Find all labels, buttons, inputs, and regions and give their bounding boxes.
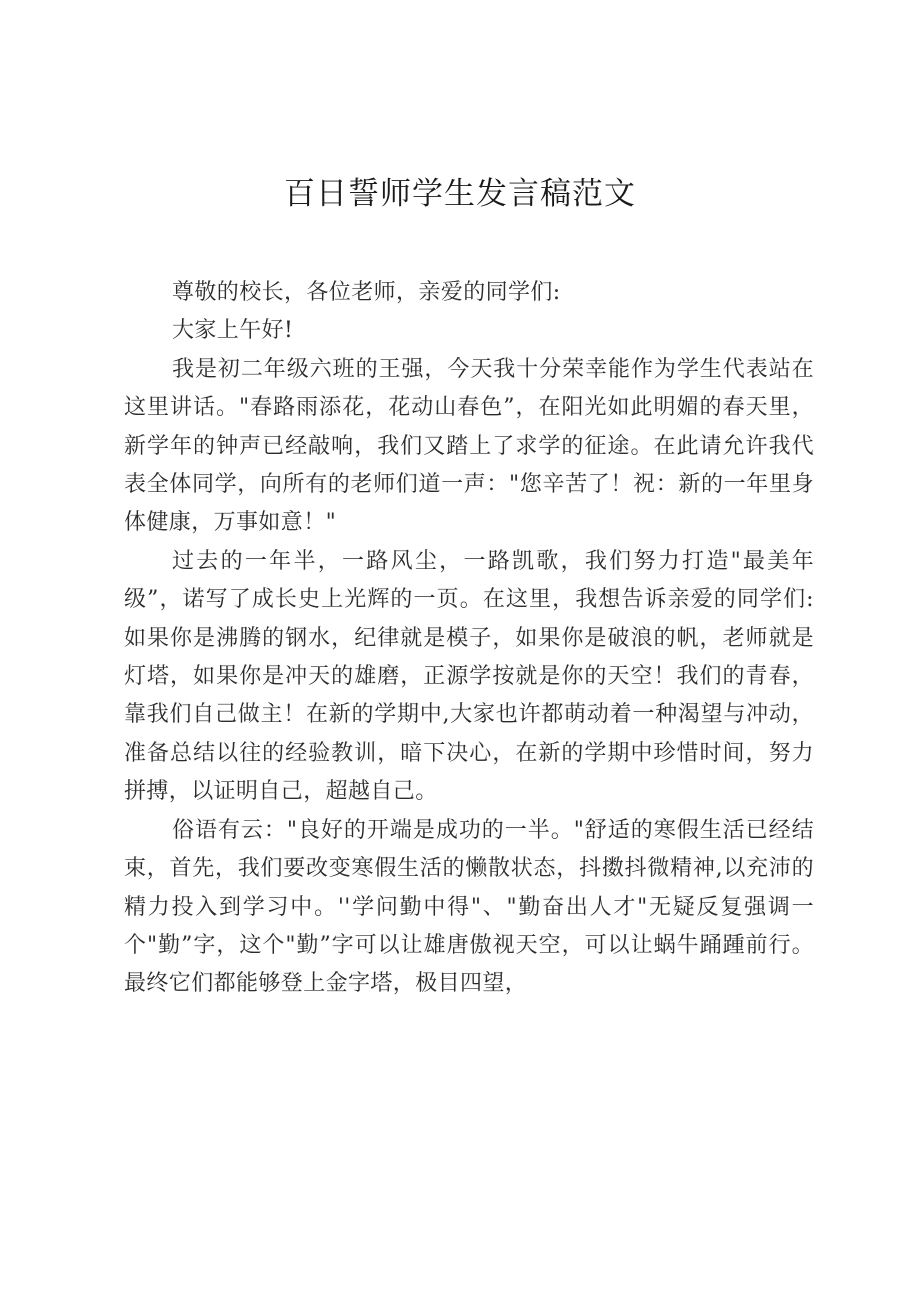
- paragraph-review: 过去的一年半，一路风尘，一路凯歌，我们努力打造"最美年级”，诺写了成长史上光辉的一页。在这里，我想告诉亲爱的同学们:如果你是沸腾的钢水，纪律就是模子，如果你是破浪的帆，老师就是灯塔，如果你是冲天的雄磨，正源学按就是你的天空！我们的青春，靠我们自己做主！在新的学期中,大家也许都萌动着一种渴望与冲动，准备总结以往的经验教训，暗下决心，在新的学期中珍惜时间，努力拼搏，以证明自己，超越自己。: [124, 548, 814, 805]
- document-body: [124, 274, 814, 1004]
- paragraph-salutation: 大家上午好!: [172, 318, 294, 344]
- paragraph-greeting: 尊敬的校长，各位老师，亲爱的同学们:: [172, 280, 561, 305]
- paragraph-proverb: 俗语有云："良好的开端是成功的一半。"舒适的寒假生活已经结束，首先，我们要改变寒假生活的懒散状态，抖擞抖微精神,以充沛的精力投入到学习中。''学问勤中得"、"勤奋出人才"无疑反复强调一个"勤”字，这个"勤”字可以让雄唐傲视天空，可以让蜗牛踊踵前行。最终它们都能够登上金字塔，极目四望，: [124, 817, 814, 997]
- document-title: 百日誓师学生发言稿范文: [284, 176, 636, 212]
- paragraph-introduction: 我是初二年级六班的王强，今天我十分荣幸能作为学生代表站在这里讲话。"春路雨添花，花动山春色”，在阳光如此明媚的春天里，新学年的钟声已经敲响，我们又踏上了求学的征途。在此请允许我代表全体同学，向所有的老师们道一声："您辛苦了！祝：新的一年里身体健康，万事如意！": [124, 356, 814, 536]
